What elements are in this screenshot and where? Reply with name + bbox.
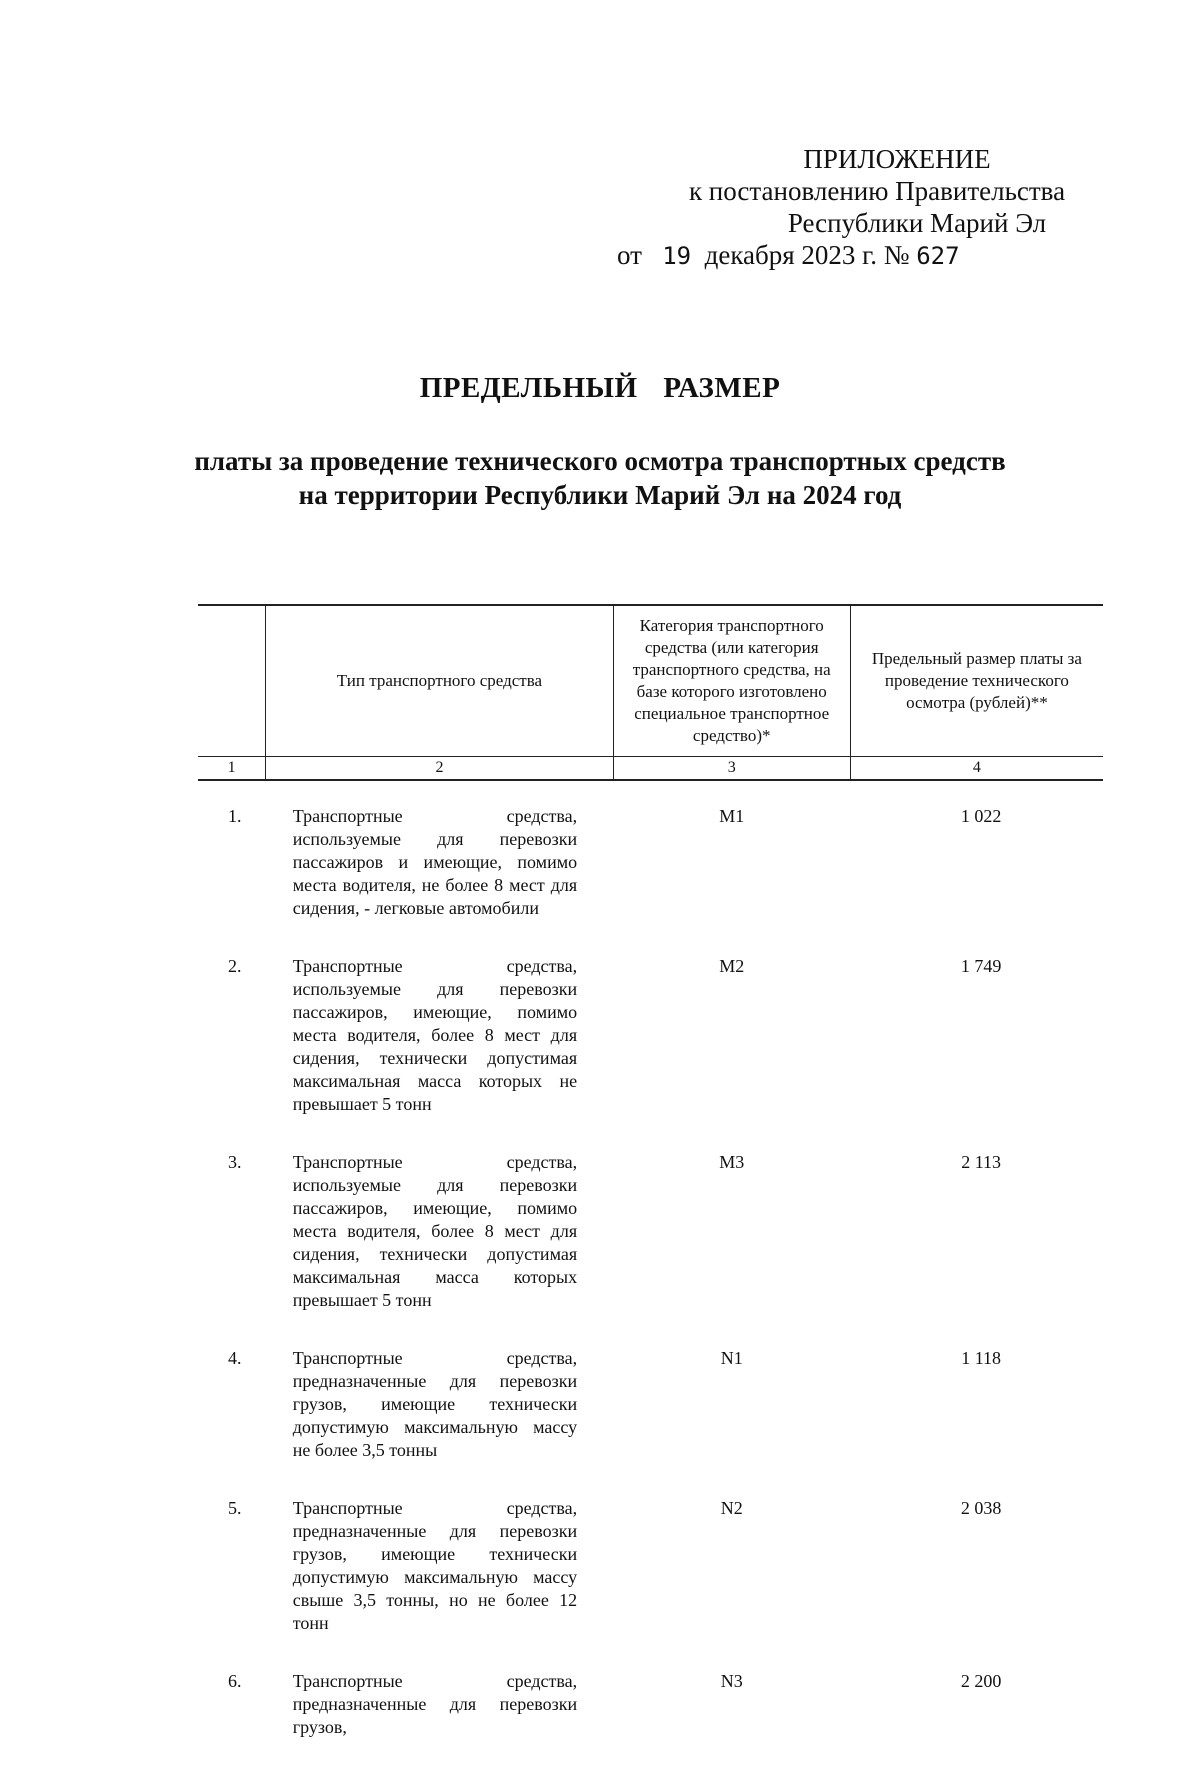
subtitle-line-1: платы за проведение технического осмотра транспортных средств xyxy=(194,446,1006,476)
document-title: ПРЕДЕЛЬНЫЙ РАЗМЕР xyxy=(419,372,781,404)
vehicle-category: M2 xyxy=(719,956,745,976)
vehicle-category: M1 xyxy=(719,806,745,826)
row-number: 5. xyxy=(228,1498,242,1518)
vehicle-type: Транспортные средства, предназначенные для перевозки грузов, xyxy=(292,1671,578,1737)
column-number: 1 xyxy=(198,757,266,781)
document-subtitle xyxy=(0,444,1200,512)
vehicle-type: Транспортные средства, предназначенные для перевозки грузов, имеющие технически допустимую максимальную массу не более 3,5 тонны xyxy=(292,1348,578,1460)
vehicle-type: Транспортные средства, предназначенные для перевозки грузов, имеющие технически допустимую максимальную массу свыше 3,5 тонны, но не более 12 тонн xyxy=(292,1498,578,1633)
column-number: 3 xyxy=(613,757,850,781)
vehicle-type: Транспортные средства, используемые для перевозки пассажиров, имеющие, помимо места водителя, более 8 мест для сидения, технически допустимая максимальная масса которых превышает 5 тонн xyxy=(292,1152,578,1310)
date-prefix: от xyxy=(617,240,642,270)
row-number: 3. xyxy=(228,1152,242,1172)
vehicle-category: M3 xyxy=(719,1152,745,1172)
appendix-line-2: Республики Марий Эл xyxy=(787,208,1047,238)
vehicle-category: N3 xyxy=(720,1671,743,1691)
column-numbers-row xyxy=(198,757,1103,781)
subtitle-line-2: на территории Республики Марий Эл на 2024 год xyxy=(298,480,902,510)
table-row xyxy=(198,1150,1103,1346)
table-row xyxy=(198,780,1103,954)
max-fee: 1 749 xyxy=(960,956,1002,976)
row-number: 6. xyxy=(228,1671,242,1691)
appendix-title: ПРИЛОЖЕНИЕ xyxy=(803,144,991,174)
date-number: 627 xyxy=(916,242,960,270)
table-header-row xyxy=(198,605,1103,757)
date-middle: декабря 2023 г. № xyxy=(704,240,910,270)
header-col-3: Категория транспортного средства (или категория транспортного средства, на базе которого изготовлено специальное транспортное средство)* xyxy=(613,605,850,757)
max-fee: 2 038 xyxy=(960,1498,1002,1518)
vehicle-category: N2 xyxy=(720,1498,743,1518)
header-col-1 xyxy=(198,605,266,757)
row-number: 2. xyxy=(228,956,242,976)
row-number: 1. xyxy=(228,806,242,826)
header-col-4: Предельный размер платы за проведение технического осмотра (рублей)** xyxy=(850,605,1103,757)
max-fee: 2 200 xyxy=(960,1671,1002,1691)
column-number: 4 xyxy=(850,757,1103,781)
row-number: 4. xyxy=(228,1348,242,1368)
header-col-2: Тип транспортного средства xyxy=(266,605,613,757)
vehicle-type: Транспортные средства, используемые для перевозки пассажиров, имеющие, помимо места водителя, более 8 мест для сидения, технически допустимая максимальная масса которых не превышает 5 тонн xyxy=(292,956,578,1114)
max-fee: 1 022 xyxy=(960,806,1002,826)
date-day: 19 xyxy=(662,242,692,270)
table-row xyxy=(198,954,1103,1150)
table-row xyxy=(198,1669,1103,1773)
table-row xyxy=(198,1496,1103,1669)
appendix-date xyxy=(617,239,1087,272)
max-fee: 2 113 xyxy=(961,1152,1002,1172)
appendix-line-1: к постановлению Правительства xyxy=(688,176,1066,206)
column-number: 2 xyxy=(266,757,613,781)
vehicle-category: N1 xyxy=(720,1348,743,1368)
max-fee: 1 118 xyxy=(961,1348,1002,1368)
appendix-block xyxy=(617,143,1087,272)
fee-table xyxy=(198,604,1103,1773)
vehicle-type: Транспортные средства, используемые для перевозки пассажиров и имеющие, помимо места водителя, не более 8 мест для сидения, - легковые автомобили xyxy=(292,806,578,918)
table-row xyxy=(198,1346,1103,1496)
